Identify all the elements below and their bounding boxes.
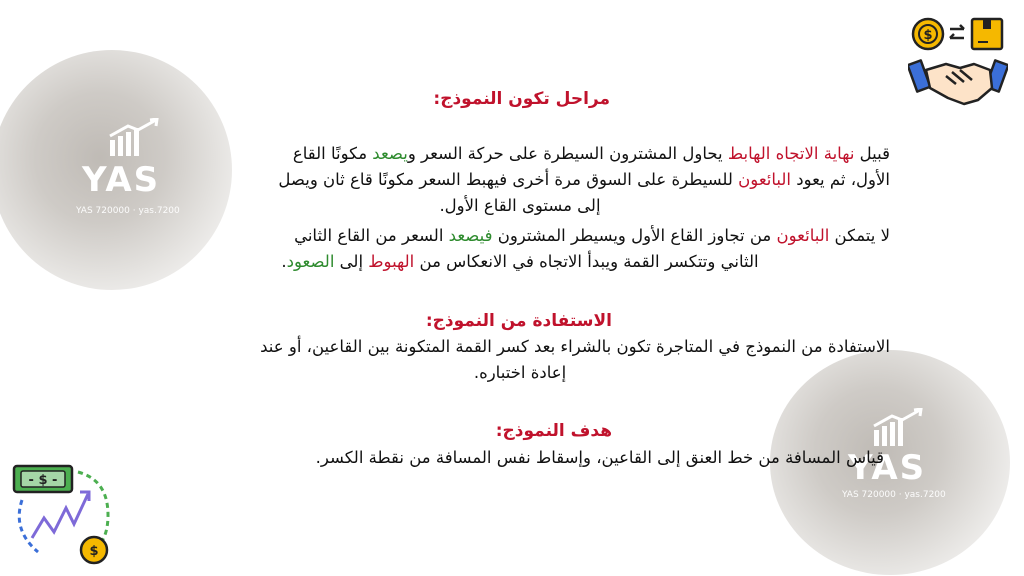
- text-line: الأول، ثم يعود البائعون للسيطرة على السوق مرة أخرى فيهبط السعر مكونًا قاع ثان ويصل: [278, 170, 890, 189]
- text-line: الاستفادة من النموذج في المتاجرة تكون بالشراء بعد كسر القمة المتكونة بين القاعين، أو عند: [260, 337, 890, 356]
- watermark-logo-left: YAS: [82, 160, 161, 200]
- formation-heading: مراحل تكون النموذج:: [433, 89, 610, 109]
- watermark-handle-right: YAS 720000 · yas.7200: [842, 490, 946, 500]
- text-line: قياس المسافة من خط العنق إلى القاعين، وإسقاط نفس المسافة من نقطة الكسر.: [315, 448, 884, 467]
- dollar-coin-icon: [81, 537, 107, 563]
- exchange-arrows-icon: [950, 25, 964, 38]
- text-line: لا يتمكن البائعون من تجاوز القاع الأول ويسيطر المشترون فيصعد السعر من القاع الثاني: [294, 226, 890, 245]
- banknote-icon: [14, 466, 72, 492]
- svg-text:- $ -: - $ -: [28, 473, 58, 488]
- text-line: إعادة اختباره.: [473, 363, 567, 382]
- watermark-handle-left: YAS 720000 · yas.7200: [76, 206, 180, 216]
- handshake-icon: [908, 60, 1008, 104]
- text-line: الثاني وتتكسر القمة ويبدأ الاتجاه في الانعكاس من الهبوط إلى الصعود.: [281, 252, 759, 271]
- box-icon: [972, 19, 1002, 49]
- svg-text:$: $: [923, 28, 933, 43]
- investment-cycle-illustration: [8, 460, 120, 568]
- text-line: قبيل نهاية الاتجاه الهابط يحاول المشترون السيطرة على حركة السعر ويصعد مكونًا القاع: [292, 144, 890, 163]
- text-line: إلى مستوى القاع الأول.: [439, 196, 601, 215]
- formation-paragraph-2: [150, 223, 890, 275]
- benefit-heading: الاستفادة من النموذج:: [425, 311, 612, 331]
- benefit-paragraph: [150, 334, 890, 386]
- watermark-logo-right: YAS: [848, 448, 927, 488]
- trade-exchange-illustration: [908, 14, 1008, 110]
- slide-content: [130, 0, 890, 576]
- formation-paragraph-1: [150, 141, 890, 219]
- svg-text:$: $: [89, 544, 99, 559]
- trend-line-icon: [32, 492, 89, 538]
- target-paragraph: [144, 445, 884, 471]
- target-heading: هدف النموذج:: [495, 421, 612, 441]
- dollar-coin-icon: [913, 19, 943, 49]
